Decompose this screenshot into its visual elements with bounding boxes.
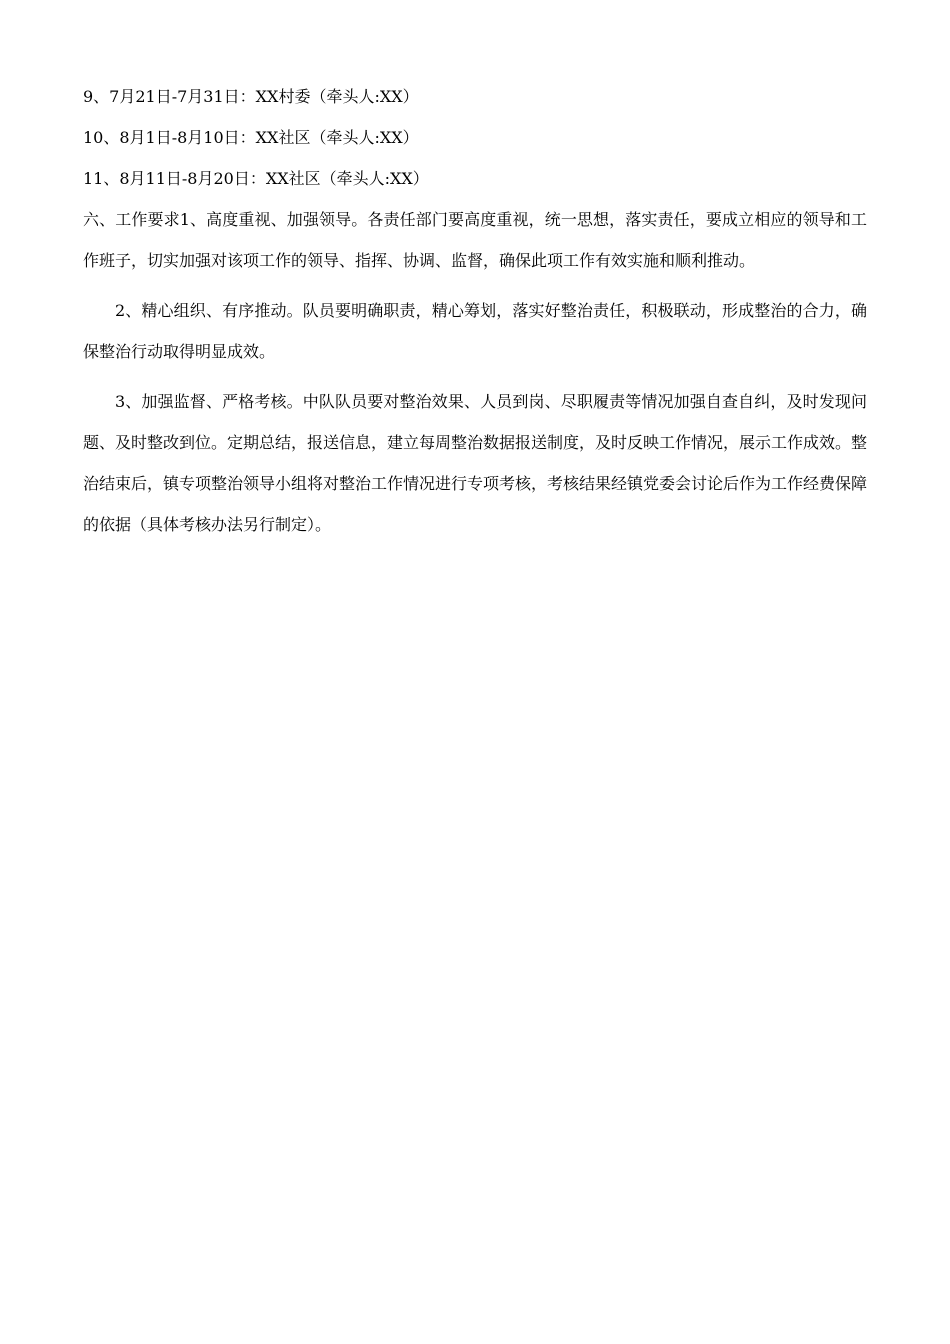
schedule-item-9: 9、7月21日-7月31日：XX村委（牵头人:XX） — [83, 87, 419, 106]
work-requirements-paragraph-2: 2、精心组织、有序推动。队员要明确职责，精心筹划，落实好整治责任，积极联动，形成整治的合力，确保整治行动取得明显成效。 — [83, 301, 867, 361]
document-body — [83, 76, 867, 545]
work-requirements-paragraph-3: 3、加强监督、严格考核。中队队员要对整治效果、人员到岗、尽职履责等情况加强自查自纠，及时发现问题、及时整改到位。定期总结，报送信息，建立每周整治数据报送制度，及时反映工作情况，展示工作成效。整治结束后，镇专项整治领导小组将对整治工作情况进行专项考核，考核结果经镇党委会讨论后作为工作经费保障的依据（具体考核办法另行制定）。 — [83, 392, 868, 534]
work-requirements-paragraph-1: 六、工作要求1、高度重视、加强领导。各责任部门要高度重视，统一思想，落实责任，要成立相应的领导和工作班子，切实加强对该项工作的领导、指挥、协调、监督，确保此项工作有效实施和顺利推动。 — [83, 210, 867, 270]
schedule-item-10: 10、8月1日-8月10日：XX社区（牵头人:XX） — [83, 128, 419, 147]
schedule-item-11: 11、8月11日-8月20日：XX社区（牵头人:XX） — [83, 169, 429, 188]
